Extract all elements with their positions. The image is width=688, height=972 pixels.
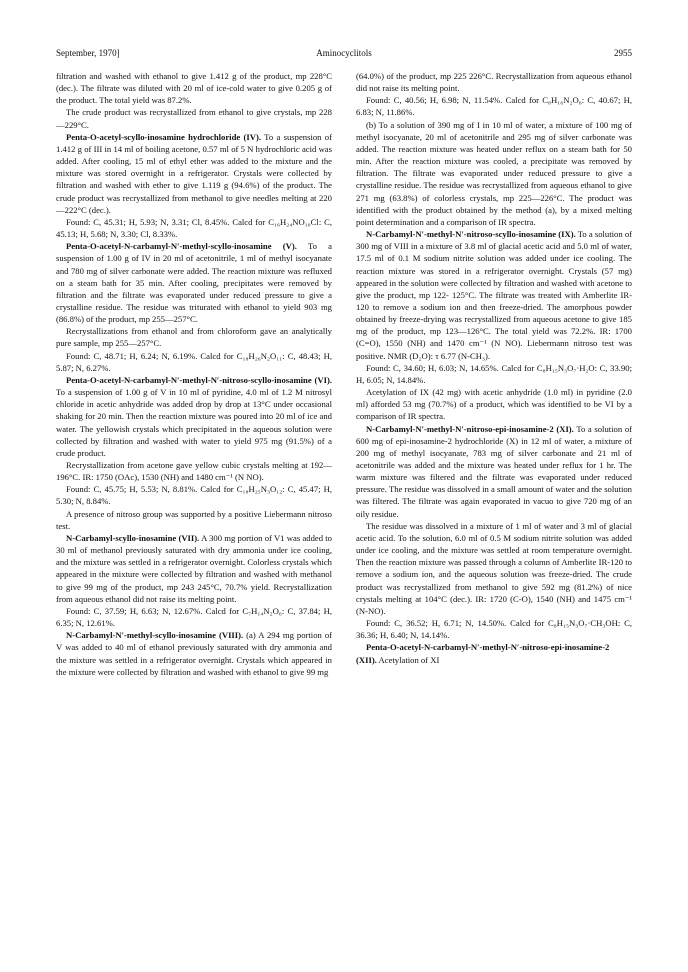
paragraph [56, 374, 332, 459]
header-title: Aminocyclitols [316, 48, 372, 58]
paragraph-text: (b) To a solution of 390 mg of I in 10 ml of water, a mixture of 100 mg of methyl isocyanate, 20 ml of acetonitrile and 295 mg of silver carbonate was added. The reaction mixture was heated under reflux on a steam bath for 50 min. After the reaction mixture was cooled, a precipitate was removed by filtration. The filtrate was evaporated under reduced pressure to give a crystalline residue. The residue was recrystallized from aqueous ethanol to give 271 mg (63.8%) of colorless crystals, mp 225—226°C. The product was identified with the product obtained by the method (a), by a mixed melting point determination and a comparison of IR spectra. [356, 119, 632, 227]
paragraph-text: Found: C, 40.56; H, 6.98; N, 11.54%. Calcd for C₈H₁₆N₂O₆: C, 40.67; H, 6.83; N, 11.86%. [356, 95, 632, 118]
paragraph [356, 641, 632, 665]
paragraph-text: Found: C, 45.75; H, 5.53; N, 8.81%. Calcd for C₁₈H₂₅N₃O₁₂: C, 45.47; H, 5.30; N, 8.84%. [56, 484, 332, 507]
section-heading: N-Carbamyl-N′-methyl-scyllo-inosamine (VIII). [66, 630, 244, 641]
left-column [56, 70, 332, 678]
paragraph [56, 508, 332, 532]
paragraph-text: Recrystallization from acetone gave yellow cubic crystals melting at 192—196°C. IR: 1750 (OAc), 1530 (NH) and 1480 cm⁻¹ (N NO). [56, 460, 332, 483]
paragraph-text: To a solution of 600 mg of epi-inosamine-2 hydrochloride (X) in 12 ml of water, a mixture of 200 mg of methyl isocyanate, 783 mg of silver carbonate and 21 ml of acetonitrile was added and the mixture was heated under reflux for 1 hr. The warm mixture was filtered and the filtrate was evaporated under reduced pressure. The residue was dissolved in a small amount of water and the solution was filtered. The filtrate was again evaporated in vacuo to give 720 mg of an oily residue. [356, 423, 632, 519]
paragraph [56, 70, 332, 106]
section-heading: Penta-O-acetyl-N-carbamyl-N′-methyl-N′-nitroso-scyllo-inosamine (VI). [66, 374, 332, 385]
paragraph [356, 228, 632, 362]
paragraph [56, 483, 332, 507]
paragraph-text: To a solution of 300 mg of VIII in a mixture of 3.8 ml of glacial acetic acid and 5.0 ml of water, 17.5 ml of 0.1 M sodium nitrite solution was added under ice cooling. The reaction mixture was stored in a refrigerator overnight. Crystals (57 mg) appeared in the solution were collected by filtration and washed with acetone to give the product, mp 122- 125°C. The filtrate was treated with Amberlite IR-120 to remove a sodium ion and then freeze-dried. The amorphous powder obtained by freeze-drying was recrystallized from aqueous acetone to give 185 mg of the product, mp 123—126°C. The total yield was 72.2%. IR: 1700 (C=O), 1550 (NH) and 1470 cm⁻¹ (N NO). Liebermann nitroso test was positive. NMR (D₂O): τ 6.77 (N-CH₃). [356, 229, 633, 361]
paragraph-text: Found: C, 36.52; H, 6.71; N, 14.50%. Calcd for C₈H₁₅N₃O₇·CH₃OH: C, 36.36; H, 6.40; N, 14.14%. [356, 618, 632, 641]
paragraph [356, 119, 632, 228]
paragraph [356, 362, 632, 386]
paragraph-text: A 300 mg portion of V1 was added to 30 ml of methanol previously saturated with dry ammonia under ice cooling, and the mixture was settled in a refrigerator overnight. Colorless crystals which appeared in the mixture were collected by filtration and washed with methanol to give 99 mg of the product, mp 243 245°C, 70.7% yield. Recrystallization from aqueous ethanol did not raise its melting point. [56, 532, 332, 604]
paragraph-text: Recrystallizations from ethanol and from chloroform gave an analytically pure sample, mp 255—257°C. [56, 326, 332, 349]
paragraph [56, 350, 332, 374]
paragraph-text: Found: C, 45.31; H, 5.93; N, 3.31; Cl, 8.45%. Calcd for C₁₆H₂₄NO₁₀Cl: C, 45.13; H, 5.68; N, 3.30; Cl, 8.33%. [56, 216, 332, 240]
paragraph [356, 386, 632, 422]
paragraph-text: The crude product was recrystallized from ethanol to give crystals, mp 228—229°C. [56, 107, 332, 130]
paragraph-text: Acetylation of IX (42 mg) with acetic anhydride (1.0 ml) in pyridine (2.0 ml) afforded 53 mg (70.7%) of a product, which was identified to be VI by a comparison of IR spectra. [356, 387, 632, 422]
paragraph-text: A presence of nitroso group was supported by a positive Liebermann nitroso test. [56, 508, 332, 531]
running-header [56, 46, 632, 60]
section-heading: Penta-O-acetyl-N-carbamyl-N′-methyl-N′-nitroso-epi-inosamine-2 (XII). [356, 642, 610, 665]
paragraph [356, 520, 632, 617]
section-heading: N-Carbamyl-scyllo-inosamine (VII). [66, 532, 200, 543]
paragraph [56, 325, 332, 349]
paragraph-text: To a suspension of 1.00 g of V in 10 ml of pyridine, 4.0 ml of 1.2 M nitrosyl chloride in acetic anhydride was added drop by drop at 13°C under occasional shaking for 20 min. Then the reaction mixture was poured into 20 ml of ice and water. The yellowish crystals which precipitated in the aqueous solution were collected by filtration and washed with water to yield 975 mg (91.5%) of a crude product. [56, 387, 332, 458]
paragraph-text: (a) A 294 mg portion of V was added to 40 ml of ethanol previously saturated with dry ammonia and the mixture was settled in a refrigerator overnight. Crystals which appeared in the mixture were collected by filtration and washed with ethanol to give 99 mg [56, 630, 332, 677]
paragraph-text: To a suspension of 1.412 g of III in 14 ml of boiling acetone, 0.57 ml of 5 N hydrochloric acid was added. After cooling, 15 ml of ethyl ether was added to the mixture and the mixture was stored overnight in a refrigerator. Crystals were collected by filtration and washed with ether to give 1.119 g (94.6%) of the product. The crude product was recrystallized from methanol to give needles melting at 220—222°C (dec.). [56, 131, 332, 215]
paragraph [56, 131, 332, 216]
paragraph-text: To a suspension of 1.00 g of IV in 20 ml of acetonitrile, 1 ml of methyl isocyanate and 780 mg of silver carbonate were added. The reaction mixture was refluxed on a steam bath for 35 min. After cooling, precipitates were removed by filtration and the filtrate was evaporated under reduced pressure to give a crystalline residue. The residue was triturated with ethanol to yield 903 mg (86.8%) of the product, mp 255—257°C. [56, 241, 332, 325]
section-heading: Penta-O-acetyl-N-carbamyl-N′-methyl-scyllo-inosamine (V). [66, 241, 297, 252]
page-number: 2955 [614, 48, 632, 58]
paragraph [356, 94, 632, 118]
paragraph-text: Found: C, 48.71; H, 6.24; N, 6.19%. Calcd for C₁₈H₂₆N₂O₁₁: C, 48.43; H, 5.87; N, 6.27%. [56, 350, 332, 373]
section-heading: Penta-O-acetyl-scyllo-inosamine hydrochloride (IV). [66, 131, 262, 142]
paragraph-text: Found: C, 34.60; H, 6.03; N, 14.65%. Calcd for C₈H₁₅N₃O₇·H₂O: C, 33.90; H, 6.05; N, 14.84%. [356, 362, 632, 385]
right-column [356, 70, 632, 666]
paragraph-text: The residue was dissolved in a mixture of 1 ml of water and 3 ml of glacial acetic acid. To the solution, 6.0 ml of 0.5 M sodium nitrite solution was added under ice cooling, and the mixture was settled at room temperature overnight. Then the reaction mixture was passed through a column of Amberlite IR-120 to remove a sodium ion, and the aqueous solution was freeze-dried. The crude product was recrystallized from methanol to give 592 mg (81.2%) of nice crystals melting at 104°C (dec.). IR: 1720 (C-O), 1540 (NH) and 1475 cm⁻¹ (N-NO). [356, 520, 632, 616]
paragraph [356, 423, 632, 520]
paragraph [56, 629, 332, 678]
paragraph-text: (64.0%) of the product, mp 225 226°C. Recrystallization from aqueous ethanol did not raise its melting point. [356, 71, 632, 94]
header-date: September, 1970] [56, 48, 120, 58]
paragraph [56, 240, 332, 325]
paragraph [56, 605, 332, 629]
paragraph [56, 106, 332, 130]
paragraph-text: Acetylation of XI [376, 654, 440, 665]
paragraph [356, 617, 632, 641]
paragraph [356, 70, 632, 94]
paragraph [56, 459, 332, 483]
paragraph-text: filtration and washed with ethanol to give 1.412 g of the product, mp 228°C (dec.). The filtrate was diluted with 20 ml of ice-cold water to give 0.205 g of the product. The total yield was 87.2%. [56, 71, 332, 106]
paragraph [56, 532, 332, 605]
section-heading: N-Carbamyl-N′-methyl-N′-nitroso-scyllo-inosamine (IX). [366, 229, 576, 240]
paragraph-text: Found: C, 37.59; H, 6.63; N, 12.67%. Calcd for C₇H₁₄N₂O₆: C, 37.84; H, 6.35; N, 12.61%. [56, 605, 332, 629]
section-heading: N-Carbamyl-N′-methyl-N′-nitroso-epi-inosamine-2 (XI). [366, 423, 574, 434]
paragraph [56, 216, 332, 240]
